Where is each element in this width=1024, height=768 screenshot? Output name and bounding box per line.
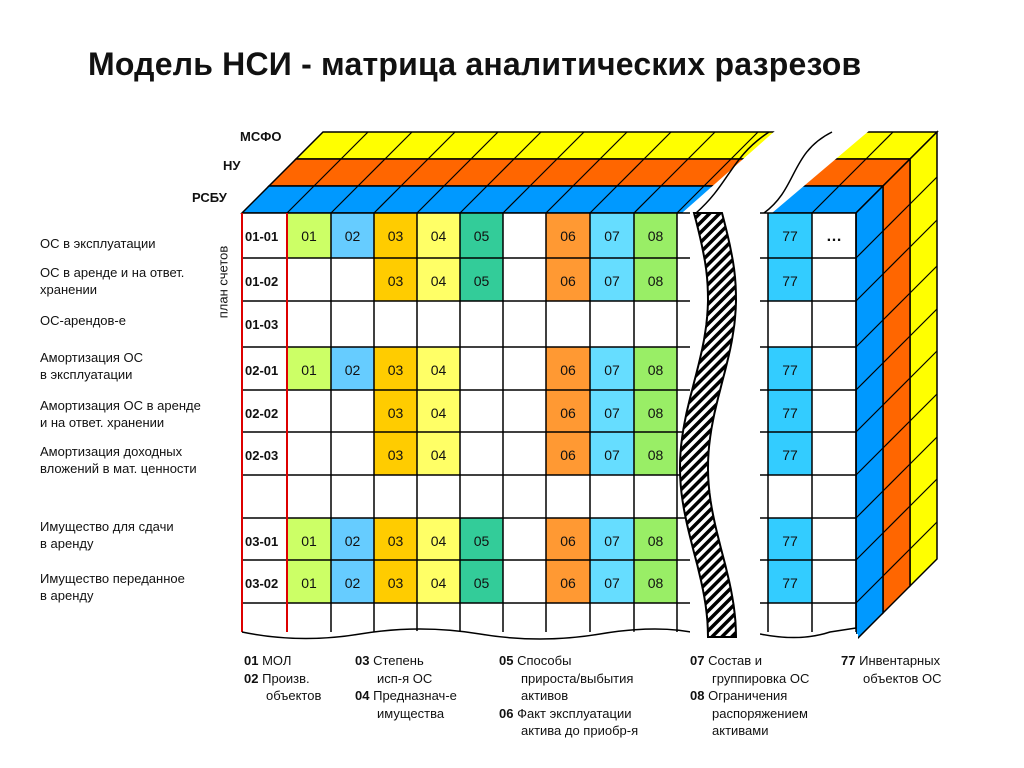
- row-label-line1: Имущество для сдачи: [40, 519, 174, 534]
- legend-item-05: [499, 652, 633, 705]
- cell-label: 77: [782, 228, 798, 244]
- cell-label: 77: [782, 362, 798, 378]
- cell-label: 77: [782, 575, 798, 591]
- cell-label: 07: [604, 273, 620, 289]
- legend-code: 03: [355, 653, 370, 668]
- cell-label: 06: [560, 447, 576, 463]
- legend-text: активов: [521, 688, 569, 703]
- cell-label: 07: [604, 362, 620, 378]
- cell-label: 02: [344, 575, 361, 591]
- row-label-line1: ОС-арендов-е: [40, 313, 126, 328]
- legend-line: [499, 705, 638, 723]
- cell-label: 07: [604, 533, 620, 549]
- row-label: [40, 518, 174, 552]
- row-label-line1: ОС в эксплуатации: [40, 236, 156, 251]
- cell-label: 05: [473, 533, 490, 549]
- legend-text: исп-я ОС: [377, 670, 433, 686]
- legend-line: [690, 670, 809, 688]
- cell-label: 04: [430, 447, 447, 463]
- layer-label-1: НУ: [223, 158, 241, 173]
- legend-line: [690, 652, 809, 670]
- row-code: 03-02: [245, 576, 279, 591]
- legend-text: прироста/выбытия: [521, 670, 634, 686]
- cell-label: 08: [647, 362, 664, 378]
- matrix-front-face: [240, 213, 858, 660]
- cell-label: 07: [604, 575, 620, 591]
- legend-line: [355, 652, 432, 670]
- legend-text: имущества: [377, 705, 445, 721]
- plan-schetov-label: план счетов: [215, 245, 231, 319]
- legend-text: Факт эксплуатации: [517, 705, 632, 721]
- legend-item-01: [244, 652, 291, 670]
- cell-label: 01: [301, 575, 317, 591]
- cell-label: 08: [647, 273, 664, 289]
- row-label-line2: хранении: [40, 282, 98, 297]
- row-label-line2: в аренду: [40, 536, 94, 551]
- cell-label: 04: [430, 575, 447, 591]
- cell-label: 04: [430, 405, 447, 421]
- row-label-line1: ОС в аренде и на ответ.: [40, 265, 185, 280]
- cell-label: 04: [430, 228, 447, 244]
- row-label-line1: Амортизация ОС в аренде: [40, 398, 201, 413]
- legend-text: МОЛ: [262, 653, 292, 668]
- row-label: [40, 443, 197, 477]
- row-label-line1: Амортизация ОС: [40, 350, 144, 365]
- row-label: [40, 235, 156, 252]
- cell-label: 07: [604, 228, 620, 244]
- cell-label: 03: [387, 362, 404, 378]
- legend-code: 01: [244, 653, 259, 668]
- cell-label: 03: [387, 533, 404, 549]
- row-label: [40, 397, 201, 431]
- legend-item-06: [499, 705, 638, 740]
- legend-code: 02: [244, 670, 259, 686]
- matrix-break-wave: [680, 212, 760, 649]
- cell-label: 08: [647, 228, 664, 244]
- legend-text: актива до приобр-я: [521, 723, 639, 738]
- legend-item-08: [690, 687, 808, 740]
- legend-line: [841, 652, 942, 670]
- cell-label: 08: [647, 447, 664, 463]
- cell-label: 04: [430, 533, 447, 549]
- legend-item-04: [355, 687, 457, 722]
- legend-line: [355, 705, 457, 723]
- cell-label: 07: [604, 405, 620, 421]
- legend-code: 08: [690, 688, 705, 703]
- row-code: 01-03: [245, 317, 279, 332]
- cell-label: 06: [560, 228, 576, 244]
- cell-label: 03: [387, 228, 404, 244]
- legend-line: [355, 670, 432, 688]
- legend-code: 04: [355, 688, 370, 703]
- cell-label: 77: [782, 405, 798, 421]
- legend-line: [690, 722, 808, 740]
- cell-label: 03: [387, 447, 404, 463]
- row-code: 02-03: [245, 448, 279, 463]
- legend-text: активами: [712, 723, 769, 738]
- legend-item-07: [690, 652, 809, 687]
- cell-label: 02: [344, 533, 361, 549]
- cell-label: 03: [387, 575, 404, 591]
- legend-line: [690, 687, 808, 705]
- row-code: 02-01: [245, 363, 279, 378]
- cube-right-side: [856, 132, 937, 640]
- row-code: 02-02: [245, 406, 279, 421]
- row-label-line2: в эксплуатации: [40, 367, 133, 382]
- cell-label: 05: [473, 575, 490, 591]
- row-label-line2: и на ответ. хранении: [40, 415, 165, 430]
- cell-label: 02: [344, 362, 361, 378]
- legend-line: [499, 687, 633, 705]
- legend-line: [841, 670, 942, 688]
- cell-label: 06: [560, 362, 576, 378]
- cube-top-layers: [242, 130, 937, 213]
- page-title: Модель НСИ - матрица аналитических разрезов: [88, 46, 862, 82]
- legend-line: [499, 670, 633, 688]
- legend-text: распоряжением: [712, 705, 808, 721]
- cell-label: 06: [560, 273, 576, 289]
- row-code: 03-01: [245, 534, 279, 549]
- legend-item-03: [355, 652, 432, 687]
- legend-line: [244, 652, 291, 670]
- row-code: 01-01: [245, 229, 279, 244]
- legend-item-02: [244, 670, 321, 705]
- legend-text: Инвентарных: [859, 653, 941, 668]
- legend-text: Способы: [517, 653, 572, 668]
- row-label: [40, 312, 126, 329]
- legend-text: объектов ОС: [863, 670, 942, 686]
- legend-text: Состав и: [708, 653, 763, 668]
- legend-code: 77: [841, 653, 856, 668]
- row-label-line2: вложений в мат. ценности: [40, 461, 197, 476]
- layer-label-2: РСБУ: [192, 190, 227, 205]
- row-code: 01-02: [245, 274, 279, 289]
- cell-label: 08: [647, 405, 664, 421]
- cell-label: 04: [430, 273, 447, 289]
- cell-label: 03: [387, 273, 404, 289]
- cell-label: 08: [647, 575, 664, 591]
- cell-label: 05: [473, 228, 490, 244]
- row-label-line1: Имущество переданное: [40, 571, 185, 586]
- legend-code: 07: [690, 653, 705, 668]
- legend-text: Предназнач-е: [373, 688, 457, 703]
- legend-code: 05: [499, 653, 514, 668]
- legend-line: [244, 687, 321, 705]
- cell-label: …: [826, 228, 842, 245]
- legend-item-77: [841, 652, 942, 687]
- row-label-line2: в аренду: [40, 588, 94, 603]
- row-label: [40, 349, 143, 383]
- legend-line: [690, 705, 808, 723]
- cell-label: 01: [301, 533, 317, 549]
- cell-label: 77: [782, 273, 798, 289]
- cell-label: 06: [560, 405, 576, 421]
- row-label-line1: Амортизация доходных: [40, 444, 183, 459]
- legend-text: объектов: [266, 688, 322, 703]
- cell-label: 02: [344, 228, 361, 244]
- cell-label: 77: [782, 533, 798, 549]
- legend-code: 06: [499, 705, 514, 721]
- row-label: [40, 570, 185, 604]
- legend-text: группировка ОС: [712, 670, 810, 686]
- cell-label: 06: [560, 575, 576, 591]
- legend-line: [244, 670, 321, 688]
- cell-label: 06: [560, 533, 576, 549]
- legend-text: Ограничения: [708, 688, 788, 703]
- layer-label-0: МСФО: [240, 129, 282, 144]
- cell-label: 03: [387, 405, 404, 421]
- cell-label: 05: [473, 273, 490, 289]
- legend-text: Произв.: [262, 670, 310, 686]
- cell-label: 08: [647, 533, 664, 549]
- legend-line: [499, 652, 633, 670]
- legend-line: [499, 722, 638, 740]
- cell-label: 01: [301, 228, 317, 244]
- legend-line: [355, 687, 457, 705]
- cell-label: 01: [301, 362, 317, 378]
- cell-label: 04: [430, 362, 447, 378]
- legend-text: Степень: [373, 653, 424, 668]
- row-label: [40, 264, 184, 298]
- cell-label: 07: [604, 447, 620, 463]
- cell-label: 77: [782, 447, 798, 463]
